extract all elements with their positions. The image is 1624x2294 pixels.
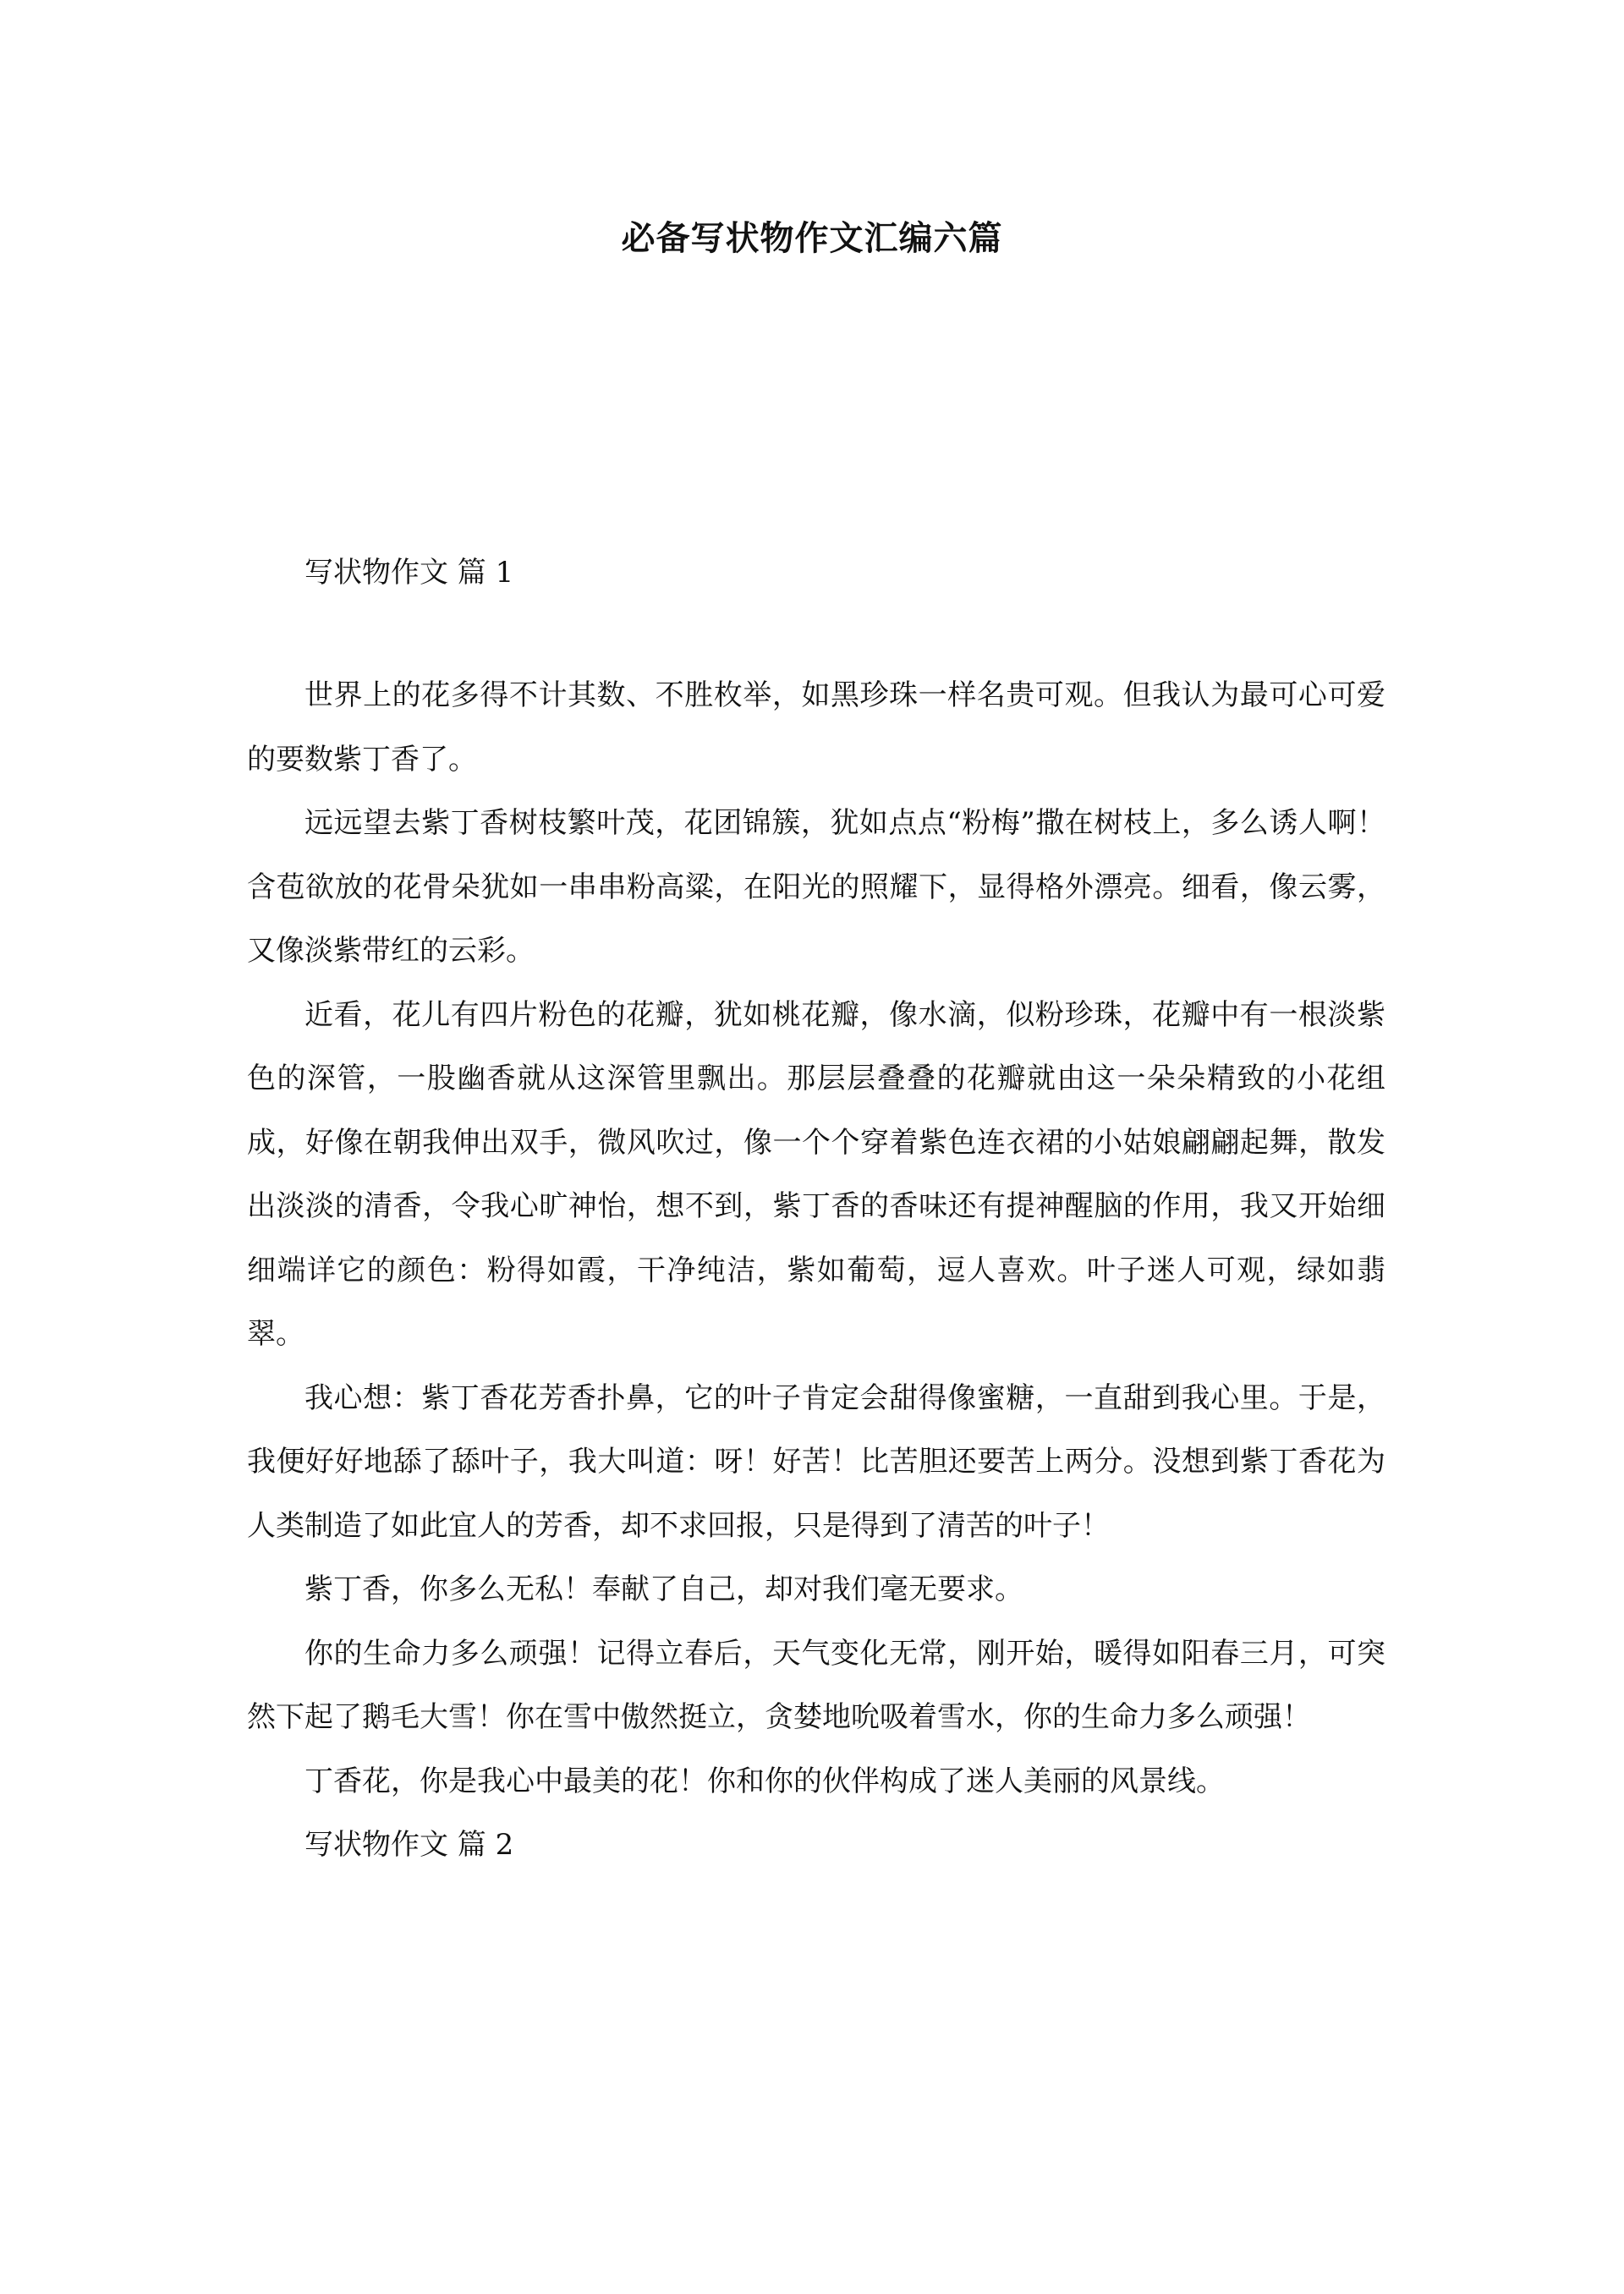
paragraph: 世界上的花多得不计其数、不胜枚举，如黑珍珠一样名贵可观。但我认为最可心可爱的要数紫丁香了。 <box>247 678 1385 777</box>
paragraph: 你的生命力多么顽强！记得立春后，天气变化无常，刚开始，暖得如阳春三月，可突然下起了鹅毛大雪！你在雪中傲然挺立，贪婪地吮吸着雪水，你的生命力多么顽强！ <box>247 1636 1385 1734</box>
paragraph: 丁香花，你是我心中最美的花！你和你的伙伴构成了迷人美丽的风景线。 <box>304 1764 1225 1798</box>
section-heading: 写状物作文 篇 1 <box>304 556 514 590</box>
paragraph: 紫丁香，你多么无私！奉献了自己，却对我们毫无要求。 <box>304 1572 1023 1606</box>
section-1-body <box>247 664 1385 1878</box>
section-1-heading-block <box>247 541 1385 606</box>
paragraph: 近看，花儿有四片粉色的花瓣，犹如桃花瓣，像水滴，似粉珍珠，花瓣中有一根淡紫色的深管，一股幽香就从这深管里飘出。那层层叠叠的花瓣就由这一朵朵精致的小花组成，好像在朝我伸出双手，微风吹过，像一个个穿着紫色连衣裙的小姑娘翩翩起舞，散发出淡淡的清香，令我心旷神怡，想不到，紫丁香的香味还有提神醒脑的作用，我又开始细细端详它的颜色：粉得如霞，干净纯洁，紫如葡萄，逗人喜欢。叶子迷人可观，绿如翡翠。 <box>247 997 1385 1351</box>
paragraph: 远远望去紫丁香树枝繁叶茂，花团锦簇，犹如点点“粉梅”撒在树枝上，多么诱人啊！含苞欲放的花骨朵犹如一串串粉高粱，在阳光的照耀下，显得格外漂亮。细看，像云雾，又像淡紫带红的云彩。 <box>247 806 1385 968</box>
paragraph: 我心想：紫丁香花芳香扑鼻，它的叶子肯定会甜得像蜜糖，一直甜到我心里。于是，我便好好地舔了舔叶子，我大叫道：呀！好苦！比苦胆还要苦上两分。没想到紫丁香花为人类制造了如此宜人的芳香，却不求回报，只是得到了清苦的叶子！ <box>247 1380 1385 1543</box>
section-heading: 写状物作文 篇 2 <box>304 1828 514 1862</box>
document-title: 必备写状物作文汇编六篇 <box>621 218 1003 258</box>
